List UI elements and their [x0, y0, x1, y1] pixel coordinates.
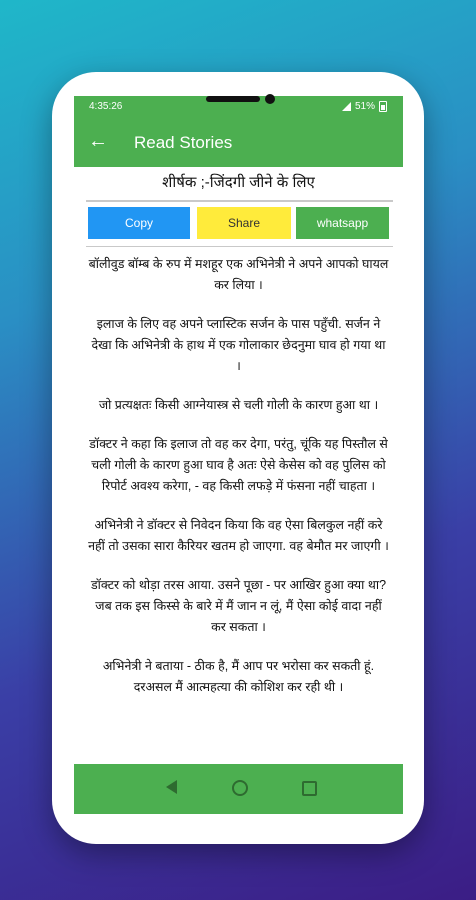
copy-button[interactable]: Copy [88, 207, 190, 239]
app-bar [74, 118, 403, 167]
app-screen [74, 96, 403, 814]
story-paragraph: बॉलीवुड बॉम्ब के रुप में मशहूर एक अभिनेत्री ने अपने आपको घायल कर लिया । [88, 257, 389, 292]
nav-back-icon[interactable] [166, 780, 177, 794]
story-paragraph: इलाज के लिए वह अपने प्लास्टिक सर्जन के पास पहुँची. सर्जन ने देखा कि अभिनेत्री के हाथ में एक गोलाकार छेदनुमा घाव हो गया था । [91, 317, 386, 373]
nav-home-icon[interactable] [232, 780, 248, 796]
speaker-notch [206, 96, 260, 102]
battery-percent: 51% [354, 101, 375, 112]
status-time: 4:35:26 [89, 101, 123, 112]
divider [86, 246, 393, 247]
signal-icon [342, 102, 351, 111]
story-paragraph: डॉक्टर ने कहा कि इलाज तो वह कर देगा, परंतु, चूंकि यह पिस्तौल से चली गोली के कारण हुआ घाव है अतः ऐसे केसेस को वह पुलिस को रिपोर्ट अवश्य करेगा, - वह किसी लफड़े में फंसना नहीं चाहता । [89, 437, 388, 493]
story-body [88, 254, 389, 774]
story-paragraph: अभिनेत्री ने डॉक्टर से निवेदन किया कि वह ऐसा बिलकुल नहीं करे नहीं तो उसका सारा कैरियर खतम हो जाएगा. वह बेमौत मर जाएगी । [88, 518, 389, 553]
share-button[interactable]: Share [197, 207, 291, 239]
story-title: शीर्षक ;-जिंदगी जीने के लिए [162, 174, 315, 191]
status-indicators [342, 101, 387, 112]
system-nav-bar [74, 764, 403, 814]
whatsapp-button[interactable]: whatsapp [296, 207, 389, 239]
divider [86, 200, 393, 202]
story-paragraph: जो प्रत्यक्षतः किसी आग्नेयास्त्र से चली गोली के कारण हुआ था । [98, 398, 379, 412]
page-title: Read Stories [134, 133, 233, 152]
camera-icon [265, 94, 275, 104]
arrow-left-icon[interactable]: ← [88, 130, 108, 152]
story-paragraph: अभिनेत्री ने बताया - ठीक है, मैं आप पर भरोसा कर सकती हूं. दरअसल मैं आत्महत्या की कोशिश कर रही थी । [102, 659, 375, 694]
nav-recents-icon[interactable] [302, 781, 317, 796]
battery-icon [379, 101, 387, 112]
story-paragraph: डॉक्टर को थोड़ा तरस आया. उसने पूछा - पर आखिर हुआ क्या था? जब तक इस किस्से के बारे में मैं जान न लूं, मैं ऐसा कोई वादा नहीं कर सकता । [90, 578, 387, 634]
